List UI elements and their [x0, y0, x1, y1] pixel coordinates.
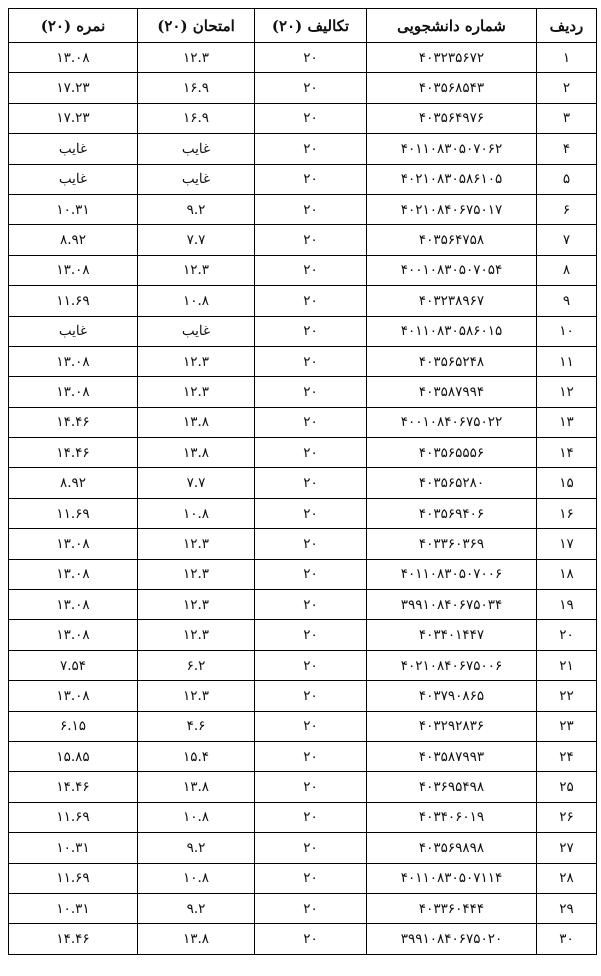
grades-table-body — [9, 43, 597, 955]
table-row — [9, 225, 597, 255]
cell-student-id: ۴۰۳۷۹۰۸۶۵ — [367, 681, 537, 711]
cell-student-id: ۴۰۳۵۶۵۲۴۸ — [367, 346, 537, 376]
table-row — [9, 772, 597, 802]
cell-student-id: ۴۰۳۵۸۷۹۹۴ — [367, 377, 537, 407]
cell-student-id: ۴۰۳۴۰۱۴۴۷ — [367, 620, 537, 650]
cell-grade: ۱۱.۶۹ — [9, 863, 138, 893]
cell-homework: ۲۰ — [255, 438, 367, 468]
cell-exam: ۶.۲ — [138, 650, 255, 680]
cell-grade: ۱۷.۲۳ — [9, 103, 138, 133]
cell-row-number: ۶ — [537, 194, 597, 224]
cell-student-id: ۴۰۳۵۶۵۲۸۰ — [367, 468, 537, 498]
cell-row-number: ۱۴ — [537, 438, 597, 468]
cell-row-number: ۱ — [537, 43, 597, 73]
cell-row-number: ۱۳ — [537, 407, 597, 437]
cell-student-id: ۴۰۳۲۳۸۹۶۷ — [367, 286, 537, 316]
cell-homework: ۲۰ — [255, 529, 367, 559]
cell-grade: ۱۳.۰۸ — [9, 681, 138, 711]
cell-row-number: ۳ — [537, 103, 597, 133]
table-row — [9, 134, 597, 164]
cell-row-number: ۳۰ — [537, 924, 597, 954]
cell-grade: غایب — [9, 134, 138, 164]
cell-student-id: ۴۰۳۵۸۷۹۹۳ — [367, 741, 537, 771]
cell-student-id: ۴۰۳۵۶۴۷۵۸ — [367, 225, 537, 255]
cell-row-number: ۹ — [537, 286, 597, 316]
cell-exam: ۱۶.۹ — [138, 103, 255, 133]
cell-student-id: ۴۰۳۲۳۵۶۷۲ — [367, 43, 537, 73]
cell-row-number: ۸ — [537, 255, 597, 285]
header-row-number: ردیف — [537, 9, 597, 43]
cell-homework: ۲۰ — [255, 833, 367, 863]
cell-grade: ۱۳.۰۸ — [9, 529, 138, 559]
table-row — [9, 103, 597, 133]
cell-exam: ۱۲.۳ — [138, 559, 255, 589]
cell-student-id: ۴۰۳۳۶۰۴۴۴ — [367, 893, 537, 923]
cell-grade: ۱۱.۶۹ — [9, 498, 138, 528]
cell-row-number: ۲۸ — [537, 863, 597, 893]
cell-exam: ۹.۲ — [138, 893, 255, 923]
cell-exam: ۱۲.۳ — [138, 346, 255, 376]
cell-row-number: ۲۰ — [537, 620, 597, 650]
table-row — [9, 286, 597, 316]
cell-homework: ۲۰ — [255, 620, 367, 650]
table-row — [9, 529, 597, 559]
cell-row-number: ۱۰ — [537, 316, 597, 346]
cell-row-number: ۲۹ — [537, 893, 597, 923]
cell-homework: ۲۰ — [255, 73, 367, 103]
table-row — [9, 681, 597, 711]
cell-exam: ۱۳.۸ — [138, 924, 255, 954]
cell-student-id: ۴۰۳۵۶۹۴۰۶ — [367, 498, 537, 528]
cell-student-id: ۴۰۳۵۶۹۸۹۸ — [367, 833, 537, 863]
cell-student-id: ۴۰۳۵۶۸۵۴۳ — [367, 73, 537, 103]
cell-row-number: ۱۱ — [537, 346, 597, 376]
cell-homework: ۲۰ — [255, 893, 367, 923]
cell-exam: ۱۰.۸ — [138, 802, 255, 832]
table-row — [9, 893, 597, 923]
cell-student-id: ۴۰۳۵۶۴۹۷۶ — [367, 103, 537, 133]
cell-homework: ۲۰ — [255, 863, 367, 893]
cell-row-number: ۱۶ — [537, 498, 597, 528]
cell-row-number: ۵ — [537, 164, 597, 194]
cell-student-id: ۴۰۲۱۰۸۴۰۶۷۵۰۰۶ — [367, 650, 537, 680]
table-row — [9, 924, 597, 954]
cell-exam: غایب — [138, 164, 255, 194]
cell-grade: ۱۳.۰۸ — [9, 377, 138, 407]
cell-grade: ۱۳.۰۸ — [9, 255, 138, 285]
header-grade: نمره (۲۰) — [9, 9, 138, 43]
cell-homework: ۲۰ — [255, 711, 367, 741]
table-row — [9, 711, 597, 741]
table-row — [9, 407, 597, 437]
cell-row-number: ۲ — [537, 73, 597, 103]
cell-grade: ۱۴.۴۶ — [9, 438, 138, 468]
table-row — [9, 164, 597, 194]
cell-row-number: ۲۷ — [537, 833, 597, 863]
cell-homework: ۲۰ — [255, 559, 367, 589]
table-row — [9, 194, 597, 224]
cell-student-id: ۴۰۲۱۰۸۳۰۵۸۶۱۰۵ — [367, 164, 537, 194]
cell-homework: ۲۰ — [255, 468, 367, 498]
table-row — [9, 255, 597, 285]
cell-exam: ۱۲.۳ — [138, 377, 255, 407]
cell-homework: ۲۰ — [255, 43, 367, 73]
cell-exam: ۱۲.۳ — [138, 681, 255, 711]
cell-row-number: ۲۴ — [537, 741, 597, 771]
cell-exam: غایب — [138, 134, 255, 164]
cell-student-id: ۴۰۳۶۹۵۴۹۸ — [367, 772, 537, 802]
cell-student-id: ۴۰۳۲۹۲۸۳۶ — [367, 711, 537, 741]
cell-row-number: ۱۵ — [537, 468, 597, 498]
cell-row-number: ۱۷ — [537, 529, 597, 559]
table-row — [9, 590, 597, 620]
cell-exam: ۱۲.۳ — [138, 620, 255, 650]
cell-homework: ۲۰ — [255, 650, 367, 680]
cell-grade: ۱۴.۴۶ — [9, 772, 138, 802]
cell-row-number: ۱۲ — [537, 377, 597, 407]
grades-document — [8, 8, 597, 955]
cell-homework: ۲۰ — [255, 407, 367, 437]
cell-homework: ۲۰ — [255, 498, 367, 528]
cell-homework: ۲۰ — [255, 924, 367, 954]
cell-student-id: ۴۰۳۳۶۰۳۶۹ — [367, 529, 537, 559]
cell-exam: ۱۲.۳ — [138, 255, 255, 285]
cell-exam: ۱۰.۸ — [138, 498, 255, 528]
cell-row-number: ۴ — [537, 134, 597, 164]
cell-student-id: ۳۹۹۱۰۸۴۰۶۷۵۰۳۴ — [367, 590, 537, 620]
cell-grade: ۱۳.۰۸ — [9, 346, 138, 376]
cell-student-id: ۴۰۲۱۰۸۴۰۶۷۵۰۱۷ — [367, 194, 537, 224]
cell-grade: غایب — [9, 316, 138, 346]
cell-row-number: ۲۳ — [537, 711, 597, 741]
cell-student-id: ۴۰۳۴۰۶۰۱۹ — [367, 802, 537, 832]
cell-homework: ۲۰ — [255, 286, 367, 316]
table-row — [9, 802, 597, 832]
cell-grade: ۱۰.۳۱ — [9, 893, 138, 923]
header-homework: تکالیف (۲۰) — [255, 9, 367, 43]
cell-exam: ۱۲.۳ — [138, 590, 255, 620]
cell-homework: ۲۰ — [255, 255, 367, 285]
cell-student-id: ۴۰۱۱۰۸۳۰۵۰۷۱۱۴ — [367, 863, 537, 893]
cell-student-id: ۴۰۱۱۰۸۳۰۵۰۷۰۶۲ — [367, 134, 537, 164]
cell-student-id: ۴۰۱۱۰۸۳۰۵۰۷۰۰۶ — [367, 559, 537, 589]
cell-row-number: ۱۹ — [537, 590, 597, 620]
cell-student-id: ۴۰۱۱۰۸۳۰۵۸۶۰۱۵ — [367, 316, 537, 346]
table-row — [9, 468, 597, 498]
cell-exam: غایب — [138, 316, 255, 346]
table-row — [9, 73, 597, 103]
cell-grade: ۱۳.۰۸ — [9, 620, 138, 650]
cell-homework: ۲۰ — [255, 194, 367, 224]
cell-student-id: ۴۰۰۱۰۸۳۰۵۰۷۰۵۴ — [367, 255, 537, 285]
table-row — [9, 620, 597, 650]
cell-exam: ۱۵.۴ — [138, 741, 255, 771]
cell-exam: ۱۲.۳ — [138, 43, 255, 73]
cell-grade: ۱۱.۶۹ — [9, 802, 138, 832]
cell-homework: ۲۰ — [255, 590, 367, 620]
grades-table — [8, 8, 597, 955]
cell-exam: ۱۰.۸ — [138, 863, 255, 893]
cell-grade: ۱۱.۶۹ — [9, 286, 138, 316]
cell-homework: ۲۰ — [255, 225, 367, 255]
cell-row-number: ۲۵ — [537, 772, 597, 802]
cell-student-id: ۳۹۹۱۰۸۴۰۶۷۵۰۲۰ — [367, 924, 537, 954]
cell-exam: ۱۳.۸ — [138, 407, 255, 437]
cell-exam: ۷.۷ — [138, 225, 255, 255]
cell-row-number: ۲۲ — [537, 681, 597, 711]
cell-exam: ۱۳.۸ — [138, 772, 255, 802]
cell-grade: ۱۰.۳۱ — [9, 833, 138, 863]
table-row — [9, 863, 597, 893]
cell-grade: ۱۳.۰۸ — [9, 590, 138, 620]
table-row — [9, 43, 597, 73]
table-row — [9, 650, 597, 680]
table-row — [9, 346, 597, 376]
table-row — [9, 377, 597, 407]
cell-grade: ۱۷.۲۳ — [9, 73, 138, 103]
header-student-id: شماره دانشجویی — [367, 9, 537, 43]
cell-exam: ۹.۲ — [138, 833, 255, 863]
cell-grade: ۸.۹۲ — [9, 468, 138, 498]
cell-exam: ۱۳.۸ — [138, 438, 255, 468]
cell-homework: ۲۰ — [255, 377, 367, 407]
cell-student-id: ۴۰۰۱۰۸۴۰۶۷۵۰۲۲ — [367, 407, 537, 437]
cell-homework: ۲۰ — [255, 772, 367, 802]
cell-grade: ۱۳.۰۸ — [9, 559, 138, 589]
cell-row-number: ۲۶ — [537, 802, 597, 832]
cell-grade: ۶.۱۵ — [9, 711, 138, 741]
cell-homework: ۲۰ — [255, 103, 367, 133]
cell-exam: ۹.۲ — [138, 194, 255, 224]
cell-exam: ۱۲.۳ — [138, 529, 255, 559]
cell-homework: ۲۰ — [255, 346, 367, 376]
table-row — [9, 833, 597, 863]
cell-grade: ۱۴.۴۶ — [9, 407, 138, 437]
cell-homework: ۲۰ — [255, 802, 367, 832]
table-row — [9, 559, 597, 589]
cell-grade: ۸.۹۲ — [9, 225, 138, 255]
cell-exam: ۴.۶ — [138, 711, 255, 741]
cell-grade: غایب — [9, 164, 138, 194]
cell-homework: ۲۰ — [255, 316, 367, 346]
table-row — [9, 438, 597, 468]
cell-row-number: ۱۸ — [537, 559, 597, 589]
cell-grade: ۱۳.۰۸ — [9, 43, 138, 73]
cell-student-id: ۴۰۳۵۶۵۵۵۶ — [367, 438, 537, 468]
table-row — [9, 741, 597, 771]
cell-homework: ۲۰ — [255, 681, 367, 711]
cell-grade: ۱۰.۳۱ — [9, 194, 138, 224]
cell-exam: ۷.۷ — [138, 468, 255, 498]
cell-grade: ۱۴.۴۶ — [9, 924, 138, 954]
cell-homework: ۲۰ — [255, 741, 367, 771]
cell-exam: ۱۰.۸ — [138, 286, 255, 316]
cell-grade: ۱۵.۸۵ — [9, 741, 138, 771]
table-row — [9, 316, 597, 346]
cell-grade: ۷.۵۴ — [9, 650, 138, 680]
cell-exam: ۱۶.۹ — [138, 73, 255, 103]
header-exam: امتحان (۲۰) — [138, 9, 255, 43]
table-row — [9, 498, 597, 528]
cell-homework: ۲۰ — [255, 134, 367, 164]
header-row — [9, 9, 597, 43]
cell-row-number: ۲۱ — [537, 650, 597, 680]
cell-homework: ۲۰ — [255, 164, 367, 194]
cell-row-number: ۷ — [537, 225, 597, 255]
